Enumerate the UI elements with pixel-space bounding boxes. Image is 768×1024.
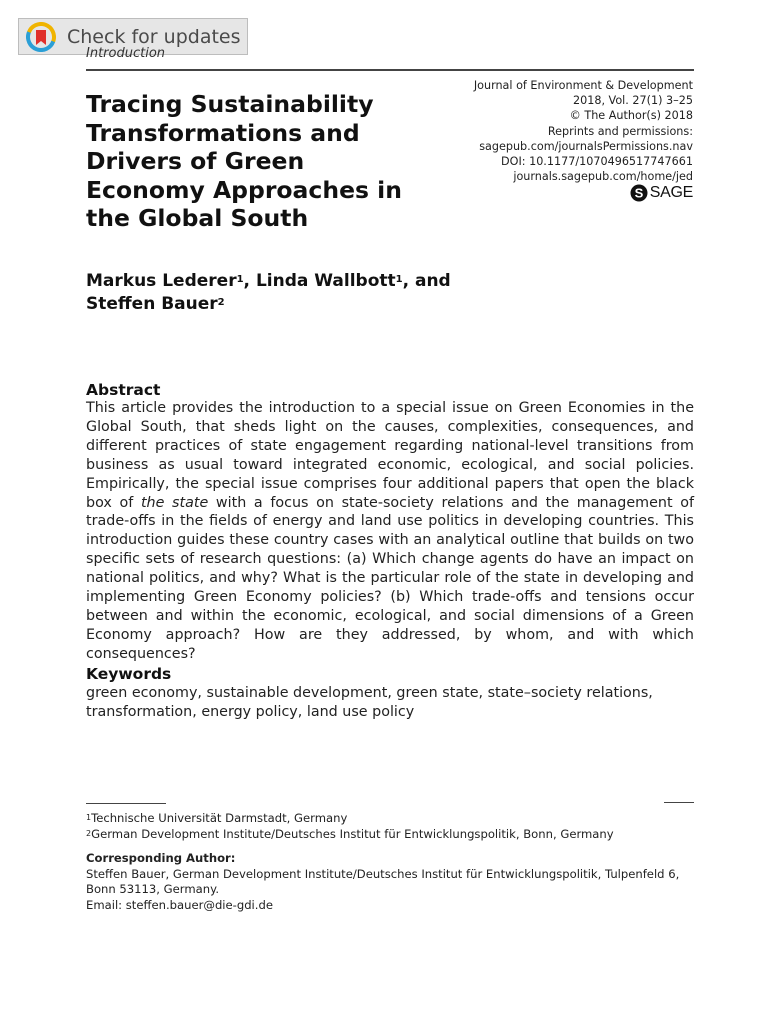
email-link[interactable]: steffen.bauer@die-gdi.de bbox=[125, 897, 273, 912]
author-separator: , and bbox=[402, 271, 451, 291]
author-separator: , bbox=[243, 271, 256, 291]
journal-volume: 2018, Vol. 27(1) 3–25 bbox=[572, 94, 693, 108]
corresponding-author-address: Bonn 53113, Germany. bbox=[86, 882, 219, 896]
section-label: Introduction bbox=[86, 46, 166, 61]
author-name: Steffen Bauer bbox=[86, 294, 218, 314]
affiliation-footnote bbox=[86, 811, 694, 827]
email-label: Email: bbox=[86, 897, 126, 912]
abstract-heading: Abstract bbox=[86, 381, 161, 399]
email-line bbox=[86, 898, 694, 914]
footnote-divider-end bbox=[664, 802, 694, 803]
copyright: © The Author(s) 2018 bbox=[569, 109, 693, 123]
reprints-label: Reprints and permissions: bbox=[547, 124, 693, 138]
footnote-marker: 1 bbox=[86, 813, 92, 822]
sage-s-icon bbox=[630, 184, 648, 202]
bookmark-ribbon-icon bbox=[25, 21, 57, 53]
keywords-list bbox=[86, 684, 694, 722]
keywords-line: green economy, sustainable development, green state, state–society relations, bbox=[86, 685, 653, 701]
footnote-divider bbox=[86, 803, 166, 804]
affiliation-text: Technische Universität Darmstadt, Germany bbox=[91, 811, 348, 825]
abstract-text-part: This article provides the introduction to a special issue on Green Economies in the Global South, that sheds light on the causes, complexities, consequences, and different practices of state engagement regarding national-level transitions from business as usual toward integrated economic, ecological, and social policies. Empirically, the special issue comprises four additional papers that open the black box of bbox=[86, 400, 694, 511]
sage-logo bbox=[630, 183, 693, 203]
affiliation-footnote bbox=[86, 827, 694, 843]
svg-text:S: S bbox=[634, 185, 644, 201]
affiliation-text: German Development Institute/Deutsches Institut für Entwicklungspolitik, Bonn, Germany bbox=[91, 826, 614, 841]
journal-info bbox=[474, 78, 693, 184]
footnotes bbox=[86, 811, 694, 913]
author-name: Markus Lederer bbox=[86, 271, 237, 291]
footnote-marker: 2 bbox=[86, 828, 92, 838]
article-title: Tracing Sustainability Transformations and Drivers of Green Economy Approaches in the Global South bbox=[86, 90, 402, 232]
keywords-line: transformation, energy policy, land use policy bbox=[86, 703, 415, 720]
author-name: Linda Wallbott bbox=[255, 271, 396, 291]
affiliation-marker: 2 bbox=[217, 297, 225, 308]
affiliation-marker: 1 bbox=[395, 274, 403, 285]
corresponding-author-heading: Corresponding Author: bbox=[86, 851, 236, 865]
sage-wordmark: SAGE bbox=[649, 184, 693, 201]
abstract-text bbox=[86, 399, 694, 664]
corresponding-author-address: Steffen Bauer, German Development Institute/Deutsches Institut für Entwicklungspolitik, Tulpenfeld 6, bbox=[86, 866, 680, 881]
permissions-link[interactable]: sagepub.com/journalsPermissions.nav bbox=[479, 139, 693, 153]
abstract-text-part: with a focus on state-society relations and the management of trade-offs in the fields of energy and land use politics in developing countries. This introduction guides these country cases with an analytical outline that builds on two specific sets of research questions: (a) Which change agents do have an impact on national politics, and why? What is the particular role of the state in developing and implementing Green Economy policies? (b) Which trade-offs and tensions occur between and within the economic, ecological, and social dimensions of a Green Economy approach? How are they addressed, by whom, and with which consequences? bbox=[86, 494, 694, 662]
author-list bbox=[86, 270, 546, 316]
check-for-updates-label: Check for updates bbox=[67, 25, 241, 48]
affiliation-marker: 1 bbox=[236, 274, 244, 285]
abstract-emphasis: the state bbox=[140, 494, 209, 511]
journal-name: Journal of Environment & Development bbox=[473, 79, 693, 92]
doi[interactable]: DOI: 10.1177/1070496517747661 bbox=[501, 155, 693, 169]
journal-homepage-link[interactable]: journals.sagepub.com/home/jed bbox=[513, 170, 693, 184]
header-divider bbox=[86, 69, 694, 71]
keywords-heading: Keywords bbox=[86, 665, 172, 683]
